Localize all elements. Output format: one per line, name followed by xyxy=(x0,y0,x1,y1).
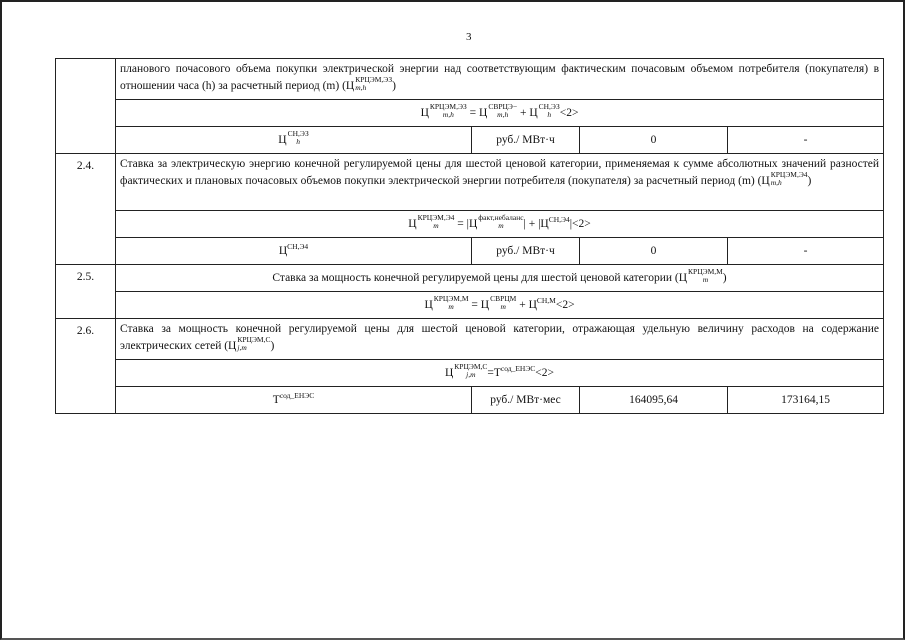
param-name: Ц СН,ЭЗ h xyxy=(116,127,472,154)
formula-row xyxy=(56,211,884,238)
param-row xyxy=(56,387,884,414)
row-number: 2.5. xyxy=(56,265,116,319)
formula-row xyxy=(56,100,884,127)
row-number-cell xyxy=(56,59,116,154)
param-value-1: 0 xyxy=(580,127,728,154)
param-name: $Т^{сод\_ЕНЭС}$ xyxy=(116,387,472,414)
row-description: Ставка за мощность конечной регулируемой цены для шестой ценовой категории (Ц КРЦЭМ,М m ) xyxy=(116,265,884,292)
table-row xyxy=(56,265,884,292)
formula-cell: Ц КРЦЭМ,Э4 m = |Ц факт,небаланс m | + $|Ц^{СН,Э4}|<2>$ xyxy=(116,211,884,238)
param-value-1: 164095,64 xyxy=(580,387,728,414)
param-name: $Ц^{СН,Э4}$ xyxy=(116,238,472,265)
formula-cell: Ц КРЦЭМ,М m = Ц СВРЦМ m + $Ц^{СН,М}<2>$ xyxy=(116,292,884,319)
row-description: Ставка за электрическую энергию конечной регулируемой цены для шестой ценовой категории, применяемая к сумме абсолютных значений разностей фактических и плановых почасовых объемов покупки электрической энергии потребителя (покупателя) за расчетный период (m) (Ц КРЦЭМ,Э4 m,h ) xyxy=(116,154,884,211)
param-value-2: - xyxy=(728,238,884,265)
row-description: Ставка за мощность конечной регулируемой цены для шестой ценовой категории, отражающая удельную величину расходов на содержание электрических сетей (Ц КРЦЭМ,С j,m ) xyxy=(116,319,884,360)
param-row xyxy=(56,127,884,154)
param-value-2: - xyxy=(728,127,884,154)
formula-cell: Ц КРЦЭМ,ЭЗ m,h = Ц СВРЦЭ− m,h + Ц СН,ЭЗ h <2> xyxy=(116,100,884,127)
formula-row xyxy=(56,292,884,319)
param-unit: руб./ МВт·ч xyxy=(472,238,580,265)
row-number: 2.6. xyxy=(56,319,116,414)
table-row xyxy=(56,319,884,360)
table-row xyxy=(56,154,884,211)
formula-row xyxy=(56,360,884,387)
tariff-table xyxy=(55,58,884,414)
page-number: 3 xyxy=(466,31,472,43)
formula-cell: Ц КРЦЭМ,С j,m $=Т^{сод\_ЕНЭС}<2>$ xyxy=(116,360,884,387)
param-value-1: 0 xyxy=(580,238,728,265)
param-row xyxy=(56,238,884,265)
param-unit: руб./ МВт·мес xyxy=(472,387,580,414)
row-number: 2.4. xyxy=(56,154,116,265)
row-description: планового почасового объема покупки электрической энергии над соответствующим фактическим почасовым объемом потребителя (покупателя) в отношении часа (h) за расчетный период (m) (Ц КРЦЭМ,ЭЗ m,h ) xyxy=(116,59,884,100)
param-unit: руб./ МВт·ч xyxy=(472,127,580,154)
param-value-2: 173164,15 xyxy=(728,387,884,414)
table-row xyxy=(56,59,884,100)
